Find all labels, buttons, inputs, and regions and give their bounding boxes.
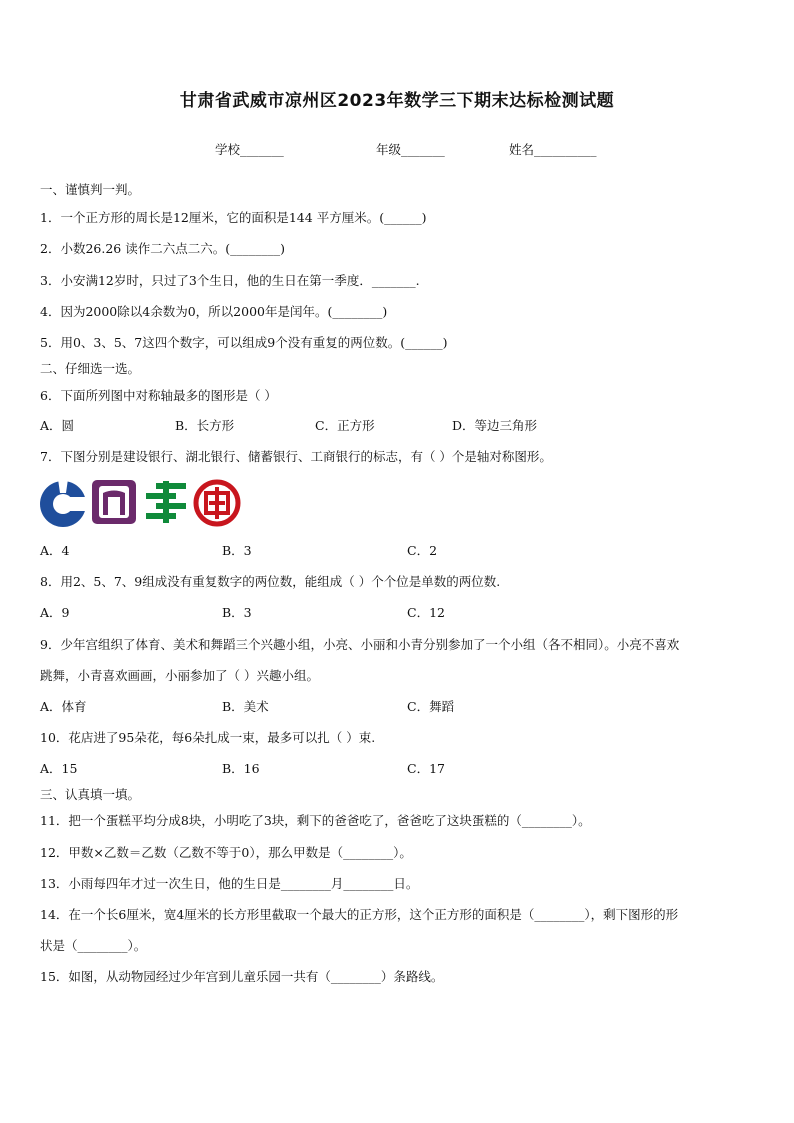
question-10: 10．花店进了95朵花，每6朵扎成一束，最多可以扎（ ）束. (40, 730, 376, 745)
question-3: 3．小安满12岁时，只过了3个生日，他的生日在第一季度．_______. (40, 273, 420, 288)
q6-option-a: A．圆 (40, 418, 75, 433)
page-title: 甘肃省武威市凉州区2023年数学三下期末达标检测试题 (179, 91, 615, 111)
q7-option-a: A．4 (40, 543, 70, 558)
q9-option-a: A．体育 (40, 699, 87, 714)
question-13: 13．小雨每四年才过一次生日，他的生日是________月________日。 (40, 876, 419, 891)
grade-field: 年级_______ (376, 142, 445, 157)
q7-option-c: C．2 (407, 543, 438, 558)
q6-option-b: B．长方形 (175, 418, 235, 433)
postal-bank-logo-icon (142, 479, 190, 525)
question-12: 12．甲数×乙数＝乙数（乙数不等于0），那么甲数是（________）。 (40, 845, 412, 860)
question-7: 7．下图分别是建设银行、湖北银行、储蓄银行、工商银行的标志，有（ ）个是轴对称图形。 (40, 449, 552, 464)
name-field: 姓名__________ (509, 142, 597, 157)
section-heading-3: 三、认真填一填。 (40, 787, 141, 802)
q8-option-a: A．9 (40, 605, 70, 620)
section-heading-1: 一、谨慎判一判。 (40, 182, 141, 197)
question-14-line-1: 14．在一个长6厘米，宽4厘米的长方形里截取一个最大的正方形，这个正方形的面积是（________），剩下图形的形 (40, 907, 679, 922)
section-heading-2: 二、仔细选一选。 (40, 361, 141, 376)
question-14-line-2: 状是（________）。 (40, 938, 147, 953)
q6-option-c: C．正方形 (315, 418, 375, 433)
question-4: 4．因为2000除以4余数为0，所以2000年是闰年。(________) (40, 304, 388, 319)
question-1: 1．一个正方形的周长是12厘米，它的面积是144 平方厘米。(______) (40, 210, 427, 225)
q9-option-c: C．舞蹈 (407, 699, 455, 714)
icbc-logo-icon (193, 479, 241, 527)
q7-option-b: B．3 (222, 543, 252, 558)
q9-option-b: B．美术 (222, 699, 269, 714)
q10-option-b: B．16 (222, 761, 260, 776)
question-9-line-2: 跳舞，小青喜欢画画，小丽参加了（ ）兴趣小组。 (40, 668, 319, 683)
question-5: 5．用0、3、5、7这四个数字，可以组成9个没有重复的两位数。(______) (40, 335, 448, 350)
question-6: 6．下面所列图中对称轴最多的图形是（ ） (40, 388, 277, 403)
q8-option-b: B．3 (222, 605, 252, 620)
question-11: 11．把一个蛋糕平均分成8块，小明吃了3块，剩下的爸爸吃了，爸爸吃了这块蛋糕的（________）。 (40, 813, 591, 828)
q8-option-c: C．12 (407, 605, 445, 620)
question-9-line-1: 9．少年宫组织了体育、美术和舞蹈三个兴趣小组，小亮、小丽和小青分别参加了一个小组（各不相同）。小亮不喜欢 (40, 637, 680, 652)
question-2: 2．小数26.26 读作二六点二六。(________) (40, 241, 285, 256)
hubei-bank-logo-icon (91, 479, 137, 525)
q6-option-d: D．等边三角形 (452, 418, 538, 433)
question-8: 8．用2、5、7、9组成没有重复数字的两位数，能组成（ ）个个位是单数的两位数. (40, 574, 501, 589)
school-field: 学校_______ (215, 142, 284, 157)
q10-option-a: A．15 (40, 761, 78, 776)
q10-option-c: C．17 (407, 761, 445, 776)
question-15: 15．如图，从动物园经过少年宫到儿童乐园一共有（________）条路线。 (40, 969, 444, 984)
ccb-logo-icon (38, 479, 88, 529)
